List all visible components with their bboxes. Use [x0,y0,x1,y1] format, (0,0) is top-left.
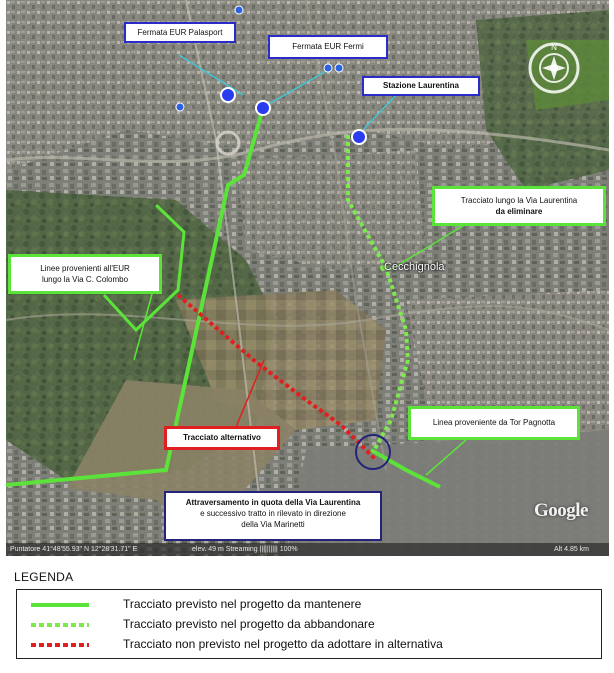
legend-item-abandon [31,615,591,633]
legend-item-keep [31,595,591,613]
google-watermark: Google [534,500,588,521]
callout-alternative-text: Tracciato alternativo [183,433,261,442]
status-alt: Alt 4.85 km [554,546,590,553]
legend-swatch-dotted-red [31,643,89,647]
callout-tor-pagnotta [408,406,580,440]
callout-crossing-line3: della Via Marinetti [241,520,305,529]
satellite-map[interactable] [6,0,609,556]
callout-laurentina [362,76,480,96]
callout-fermi-text: Fermata EUR Fermi [292,42,364,51]
legend [16,589,602,659]
callout-crossing [164,491,382,541]
pin-palasport[interactable] [221,88,235,102]
callout-crossing-line1: Attraversamento in quota della Via Laurentina [185,498,361,507]
legend-label: Tracciato non previsto nel progetto da adottare in alternativa [123,637,443,651]
legend-item-alternative [31,635,591,653]
legend-swatch-dotted-green [31,623,89,627]
callout-palasport [124,22,236,43]
callout-laurentina-text: Stazione Laurentina [382,81,459,90]
callout-palasport-text: Fermata EUR Palasport [137,28,223,37]
callout-eur-lines [8,254,162,294]
legend-label: Tracciato previsto nel progetto da mantenere [123,597,362,611]
callout-laurentina-route [432,186,606,226]
status-elev: elev. 49 m Streaming |||||||||| 100% [192,546,298,553]
callout-eur-lines-line2: lungo la Via C. Colombo [41,275,129,284]
legend-title: LEGENDA [14,570,74,584]
callout-tor-pagnotta-text: Linea proveniente da Tor Pagnotta [432,418,556,427]
callout-laurentina-route-line1: Tracciato lungo la Via Laurentina [460,196,578,205]
status-bar [6,543,609,556]
pin-fermi[interactable] [256,101,270,115]
pin-laurentina[interactable] [352,130,366,144]
callout-fermi [268,35,388,59]
legend-swatch-solid [31,603,89,607]
callout-alternative [164,426,280,450]
legend-label: Tracciato previsto nel progetto da abbandonare [123,617,375,631]
status-coords: Puntatore 41°48'55.93" N 12°28'31.71" E [10,546,138,553]
place-label-cecchignola: Cecchignola [384,261,445,273]
svg-text:N: N [551,43,557,52]
callout-crossing-line2: e successivo tratto in rilevato in direzione [200,509,346,518]
callout-laurentina-route-line2: da eliminare [495,207,543,216]
callout-eur-lines-line1: Linee provenienti all'EUR [40,264,130,273]
